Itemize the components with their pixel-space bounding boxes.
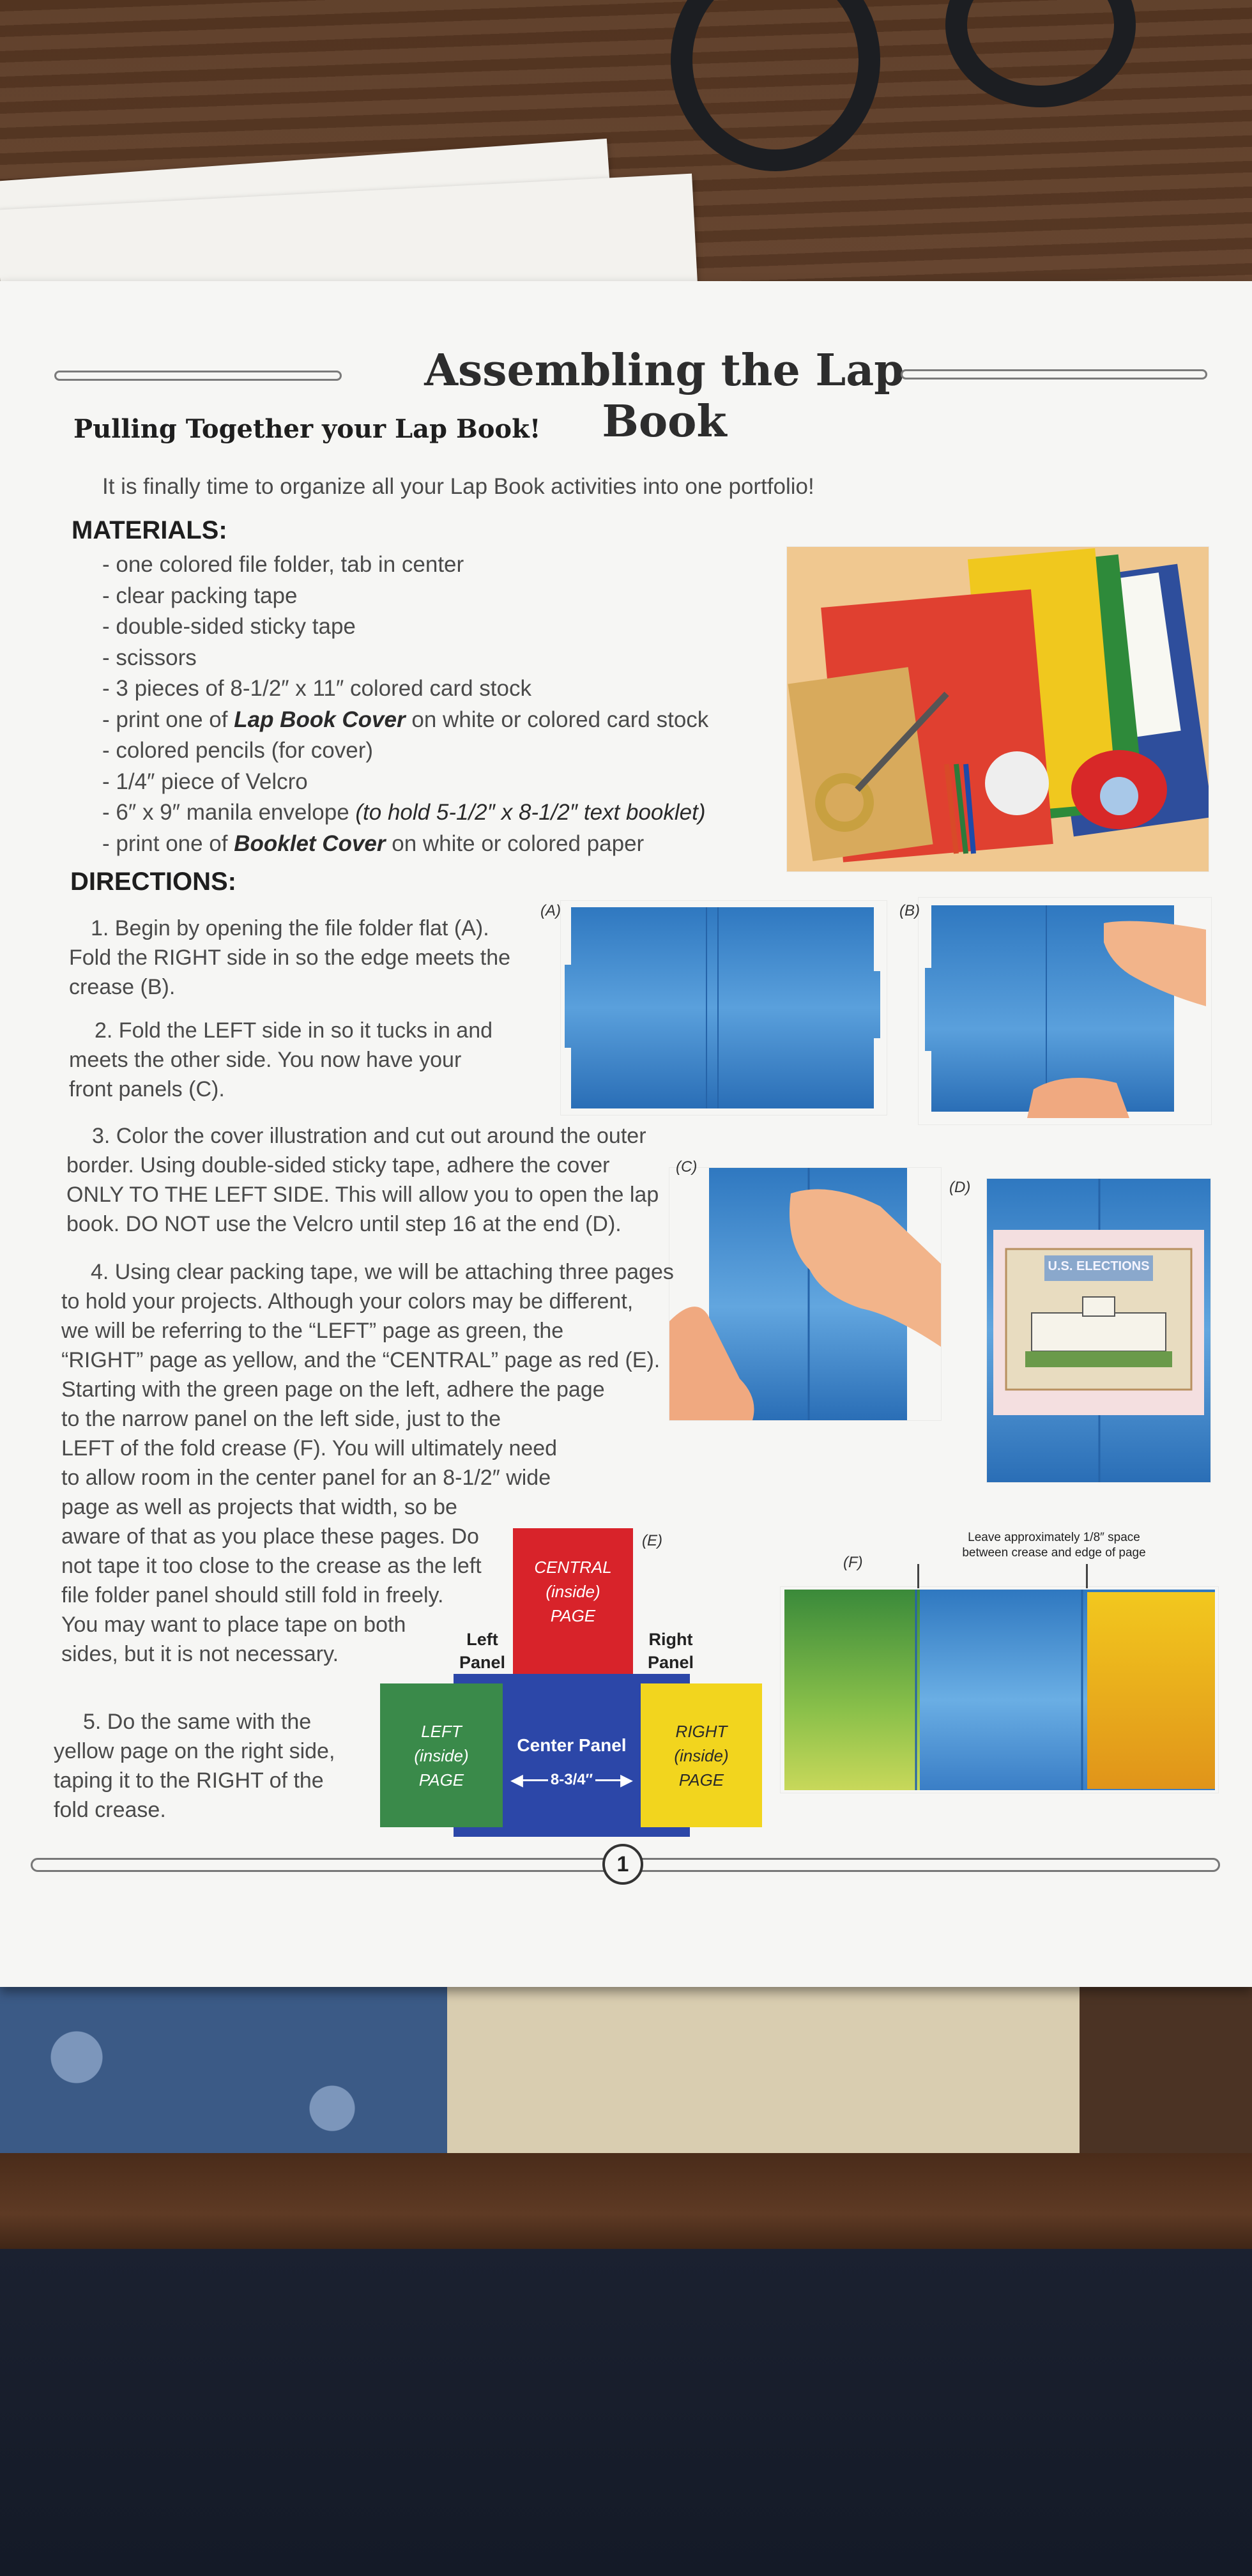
poster-title: U.S. ELECTIONS	[1048, 1259, 1150, 1273]
right-page-line: (inside)	[674, 1745, 729, 1765]
list-item: - colored pencils (for cover)	[102, 738, 374, 763]
photo-b-fold-right	[919, 898, 1211, 1124]
photo-c-front-panels	[669, 1168, 941, 1420]
measure-arrow	[511, 1768, 632, 1791]
direction-line: 1. Begin by opening the file folder flat (A).	[91, 916, 489, 940]
left-panel-line: Panel	[459, 1653, 506, 1672]
photo-label-b: (B)	[899, 902, 920, 919]
left-page-line: LEFT	[421, 1721, 462, 1741]
subtitle: Pulling Together your Lap Book!	[73, 414, 541, 444]
direction-line: Fold the RIGHT side in so the edge meets the	[69, 946, 511, 970]
measure-label: 8-3/4″	[550, 1771, 593, 1788]
materials-photo	[787, 547, 1209, 871]
list-item: - double-sided sticky tape	[102, 614, 356, 639]
fabric-edge	[1080, 1981, 1252, 2153]
direction-line: ONLY TO THE LEFT SIDE. This will allow you to open the lap	[66, 1183, 659, 1207]
direction-line: aware of that as you place these pages. Do	[61, 1524, 479, 1549]
direction-line: page as well as projects that width, so be	[61, 1495, 457, 1519]
chair-seat	[0, 2249, 1252, 2576]
list-item: - one colored file folder, tab in center	[102, 552, 464, 577]
patterned-fabric	[0, 1981, 447, 2153]
photo-a-folder-open	[561, 901, 887, 1115]
marker-line-left	[917, 1564, 919, 1588]
direction-line: 3. Color the cover illustration and cut out around the outer	[92, 1124, 646, 1148]
central-page-line: PAGE	[550, 1606, 596, 1625]
note-line: between crease and edge of page	[962, 1546, 1146, 1560]
direction-line: 4. Using clear packing tape, we will be attaching three pages	[91, 1260, 674, 1284]
direction-step-1	[69, 914, 510, 1002]
right-page-box	[641, 1683, 762, 1827]
intro-text: It is finally time to organize all your Lap Book activities into one portfolio!	[102, 474, 814, 499]
left-page-line: (inside)	[414, 1745, 469, 1765]
direction-step-2	[69, 1016, 492, 1104]
direction-line: book. DO NOT use the Velcro until step 16 at the end (D).	[66, 1212, 622, 1236]
direction-line: border. Using double-sided sticky tape, adhere the cover	[66, 1153, 610, 1177]
direction-line: 2. Fold the LEFT side in so it tucks in and	[95, 1018, 493, 1043]
direction-step-3	[66, 1121, 659, 1239]
photo-label-d: (D)	[949, 1179, 971, 1196]
list-item: - clear packing tape	[102, 583, 298, 608]
arrow-left-icon: ◀	[511, 1771, 523, 1789]
direction-line: not tape it too close to the crease as the left	[61, 1554, 482, 1578]
central-page-line: CENTRAL	[534, 1558, 612, 1577]
central-page-box	[513, 1528, 633, 1683]
direction-line: to allow room in the center panel for an 8-1/2″ wide	[61, 1466, 551, 1490]
direction-line: crease (B).	[69, 975, 176, 999]
page-number: 1	[602, 1844, 643, 1885]
right-page-line: RIGHT	[675, 1721, 728, 1741]
arrow-right-icon: ▶	[620, 1771, 633, 1789]
photo-f-pages-attached	[781, 1587, 1218, 1793]
direction-line: we will be referring to the “LEFT” page as green, the	[61, 1319, 564, 1343]
photo-f-note	[888, 1530, 1220, 1561]
direction-line: yellow page on the right side,	[54, 1739, 335, 1763]
list-item: - print one of Lap Book Cover on white or colored card stock	[102, 707, 709, 732]
direction-line: meets the other side. You now have your	[69, 1048, 462, 1072]
materials-list	[102, 549, 708, 859]
instruction-page	[0, 281, 1252, 1987]
central-page-line: (inside)	[546, 1582, 600, 1601]
right-panel-line: Panel	[647, 1653, 694, 1672]
table-edge	[0, 2153, 1252, 2255]
page-title: Assembling the Lap Book	[424, 345, 905, 447]
right-panel-line: Right	[648, 1630, 693, 1649]
directions-heading: DIRECTIONS:	[70, 868, 236, 896]
list-item: - print one of Booklet Cover on white or colored paper	[102, 831, 645, 856]
direction-line: taping it to the RIGHT of the	[54, 1768, 324, 1793]
photo-label-f: (F)	[843, 1554, 863, 1571]
photo-label-c: (C)	[676, 1158, 698, 1176]
photo-d-cover-attached	[987, 1179, 1210, 1482]
direction-line: to hold your projects. Although your colors may be different,	[61, 1289, 634, 1314]
left-page-line: PAGE	[418, 1770, 464, 1790]
right-panel-label	[642, 1628, 699, 1674]
direction-line: sides, but it is not necessary.	[61, 1642, 339, 1666]
materials-heading: MATERIALS:	[72, 516, 227, 544]
direction-line: LEFT of the fold crease (F). You will ultimately need	[61, 1436, 558, 1460]
list-item: - 1/4″ piece of Velcro	[102, 769, 308, 794]
left-page-box	[380, 1683, 503, 1827]
direction-line: fold crease.	[54, 1798, 166, 1822]
list-item: - 3 pieces of 8-1/2″ x 11″ colored card stock	[102, 676, 531, 701]
direction-line: file folder panel should still fold in freely.	[61, 1583, 444, 1607]
photo-label-e: (E)	[642, 1532, 662, 1549]
left-panel-line: Left	[466, 1630, 498, 1649]
title-rule-right	[901, 369, 1207, 379]
list-item: - scissors	[102, 645, 197, 670]
right-page-line: PAGE	[678, 1770, 724, 1790]
direction-line: 5. Do the same with the	[83, 1710, 312, 1734]
beige-fabric	[447, 1981, 1080, 2153]
title-rule-left	[54, 371, 342, 381]
direction-line: to the narrow panel on the left side, just to the	[61, 1407, 501, 1431]
direction-step-5	[54, 1707, 335, 1825]
direction-line: “RIGHT” page as yellow, and the “CENTRAL” page as red (E).	[61, 1348, 660, 1372]
center-panel-label: Center Panel	[517, 1735, 627, 1755]
marker-line-right	[1086, 1564, 1088, 1588]
note-line: Leave approximately 1/8″ space	[968, 1531, 1140, 1544]
left-panel-label	[454, 1628, 511, 1674]
direction-line: Starting with the green page on the left, adhere the page	[61, 1377, 605, 1402]
list-item: - 6″ x 9″ manila envelope (to hold 5-1/2″ x 8-1/2″ text booklet)	[102, 800, 706, 825]
direction-line: You may want to place tape on both	[61, 1613, 406, 1637]
direction-line: front panels (C).	[69, 1077, 225, 1101]
photo-label-a: (A)	[540, 902, 561, 919]
